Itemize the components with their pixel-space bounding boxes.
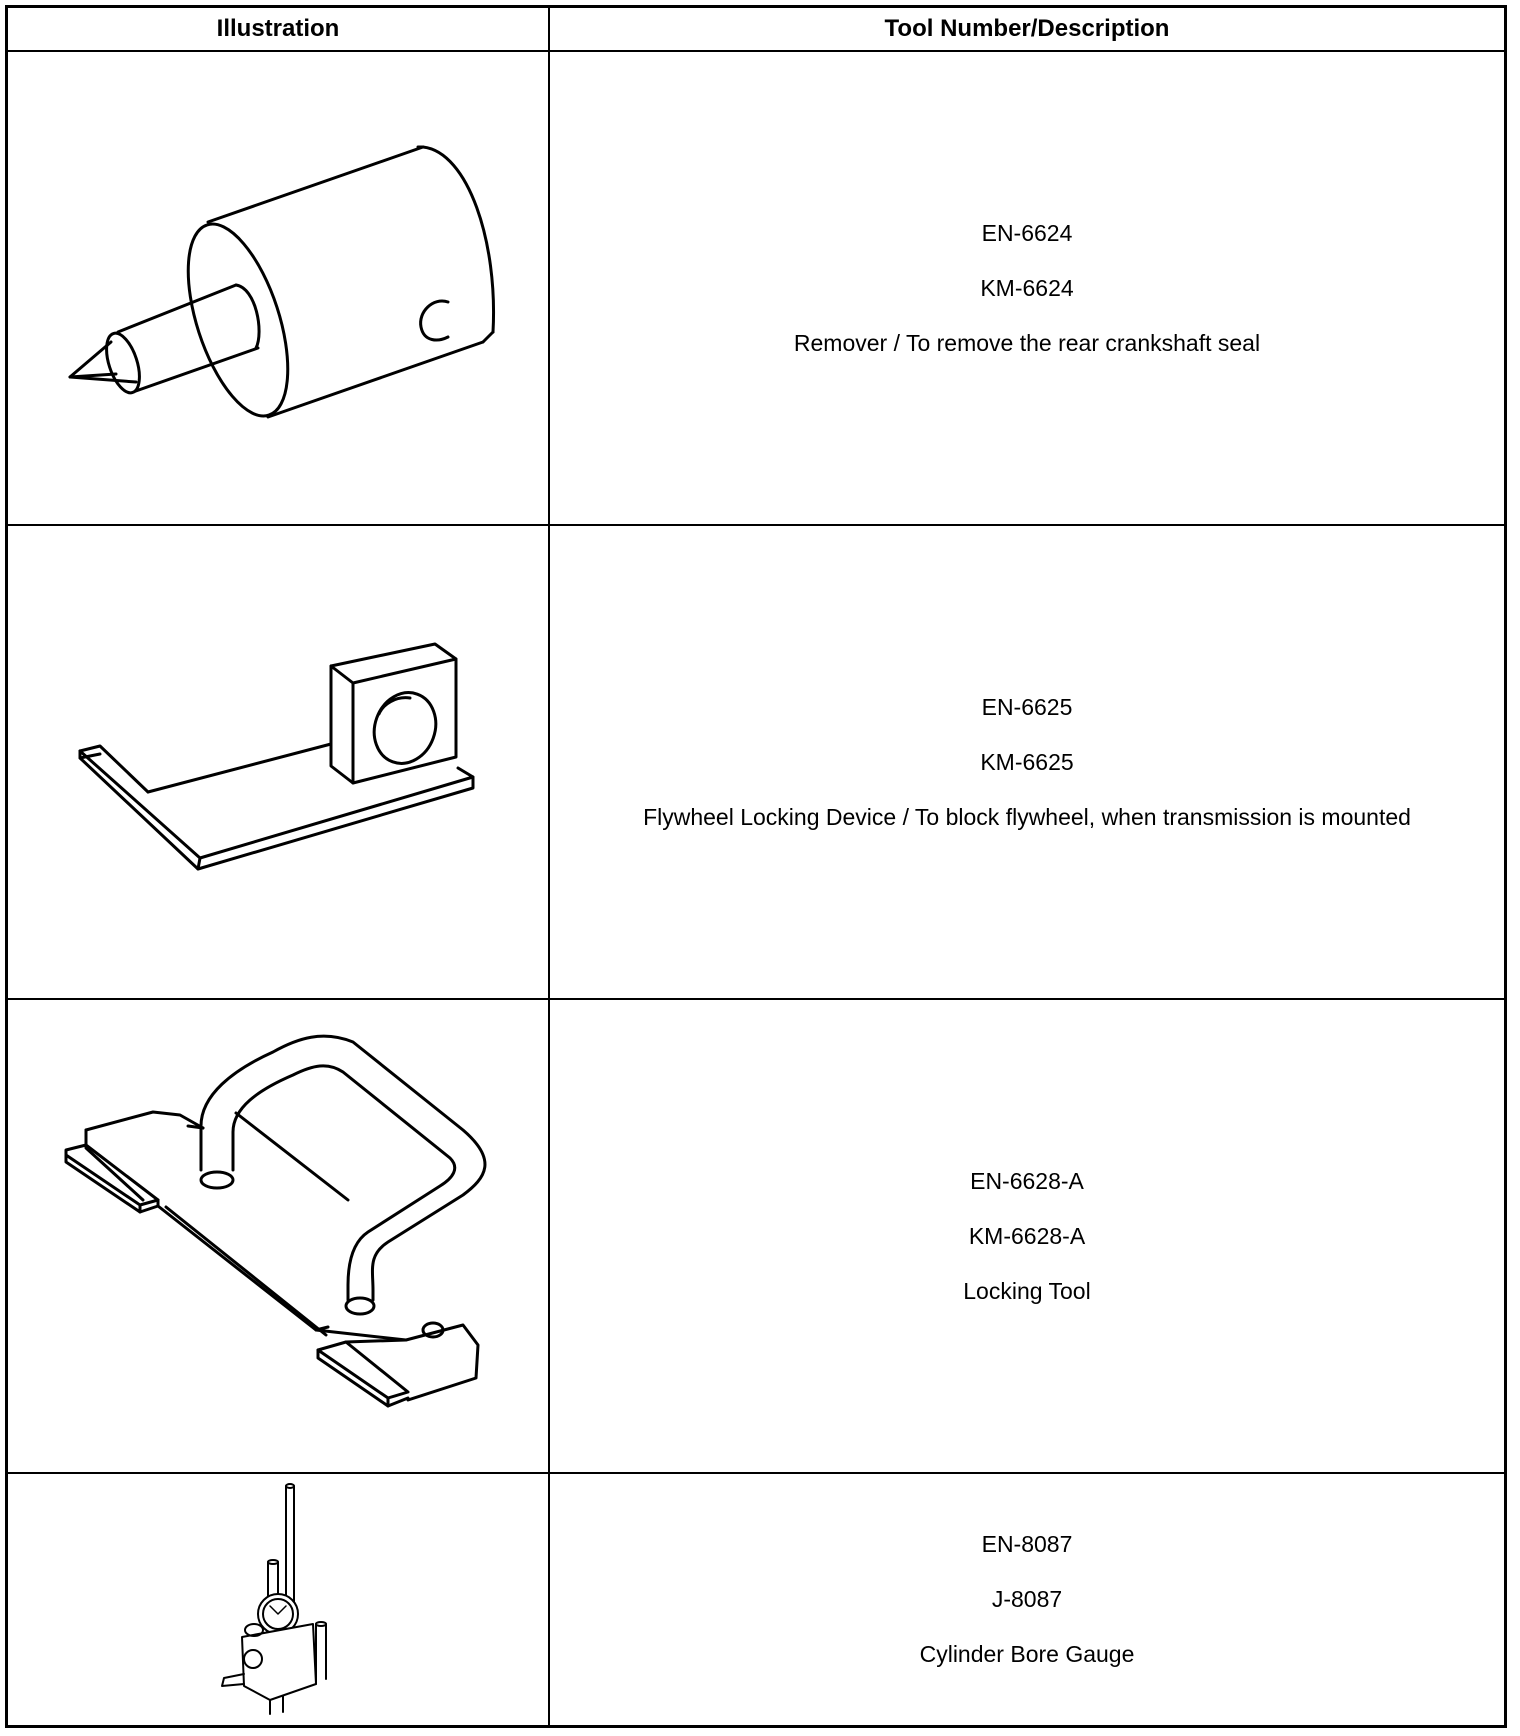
tool-description: Locking Tool — [963, 1277, 1091, 1304]
tool-number-en: EN-6624 — [981, 219, 1073, 246]
table-row-4-description — [550, 1474, 1504, 1725]
table-row-2-illustration — [8, 526, 548, 998]
tool-number-km: KM-6624 — [980, 274, 1074, 301]
table-row-1-description — [550, 52, 1504, 524]
tool-number-km: KM-6628-A — [968, 1222, 1086, 1249]
tool-number-en: EN-6625 — [981, 693, 1073, 720]
tool-description: Cylinder Bore Gauge — [919, 1641, 1135, 1667]
table-row-3-illustration — [8, 1000, 548, 1472]
table-row-1-illustration — [8, 52, 548, 524]
cylinder-bore-gauge-icon — [8, 1474, 548, 1725]
tool-description: Flywheel Locking Device / To block flywheel, when transmission is mounted — [643, 803, 1411, 830]
crankshaft-seal-remover-icon — [8, 52, 548, 524]
flywheel-locking-device-icon — [8, 526, 548, 998]
table-row-2-description — [550, 526, 1504, 998]
tool-number-km: KM-6625 — [980, 748, 1074, 775]
special-tools-table — [5, 5, 1507, 1728]
table-row-4-illustration — [8, 1474, 548, 1725]
header-illustration: Illustration — [216, 15, 340, 42]
table-row-3-description — [550, 1000, 1504, 1472]
tool-number-j: J-8087 — [991, 1586, 1063, 1612]
tool-number-en: EN-6628-A — [970, 1167, 1084, 1194]
header-tool-number-description: Tool Number/Description — [884, 15, 1170, 42]
tool-description: Remover / To remove the rear crankshaft seal — [793, 329, 1261, 356]
tool-number-en: EN-8087 — [981, 1531, 1073, 1557]
locking-tool-icon — [8, 1000, 548, 1472]
